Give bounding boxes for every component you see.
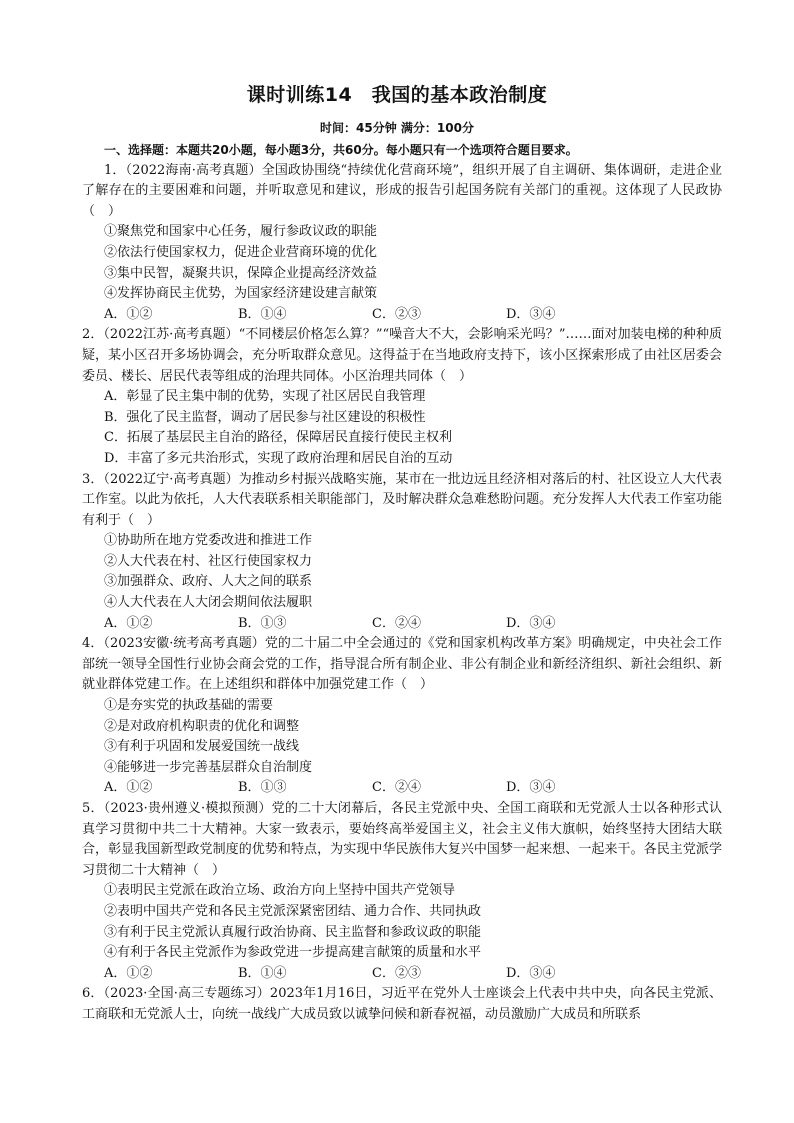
question-5-option-1: ①表明民主党派在政治立场、政治方向上坚持中国共产党领导 bbox=[104, 883, 456, 899]
question-5-option-3: ③有利于民主党派认真履行政治协商、民主监督和参政议政的职能 bbox=[104, 924, 482, 940]
exam-meta: 时间：45分钟 满分：100分 bbox=[320, 121, 474, 135]
choice-c: C．②④ bbox=[372, 780, 421, 796]
question-2-choice-a: A．彰显了民主集中制的优势，实现了社区居民自我管理 bbox=[104, 389, 426, 405]
choice-d: D．③④ bbox=[506, 780, 556, 796]
question-3-stem: 3．（2022辽宁·高考真题）为推动乡村振兴战略实施，某市在一批边远且经济相对落后的村、社区设立人大代表工作室。以此为依托，人大代表联系相关职能部门，及时解决群众急难愁盼问题。充分发挥人大代表工作室功能有利于（ ） bbox=[82, 471, 722, 528]
choice-a: A．①② bbox=[104, 615, 153, 631]
section-heading: 一、选择题：本题共20小题，每小题3分，共60分。每小题只有一个选项符合题目要求。 bbox=[104, 143, 578, 157]
choice-a: A．①② bbox=[104, 780, 153, 796]
question-4-option-1: ①是夯实党的执政基础的需要 bbox=[104, 698, 274, 714]
choice-a: A．①② bbox=[104, 965, 153, 981]
question-3-option-2: ②人大代表在村、社区行使国家权力 bbox=[104, 553, 313, 569]
question-3-option-3: ③加强群众、政府、人大之间的联系 bbox=[104, 574, 313, 590]
question-5-stem: 5．（2023·贵州遵义·模拟预测）党的二十大闭幕后，各民主党派中央、全国工商联和无党派人士以各种形式认真学习贯彻中共二十大精神。大家一致表示，要始终高举爱国主义，社会主义伟大旗帜，始终坚持大团结大联合，彰显我国新型政党制度的优势和特点，为实现中华民族伟大复兴中国梦一起来想、一起来干。各民主党派学习贯彻二十大精神（ ） bbox=[82, 801, 722, 878]
question-1-option-4: ④发挥协商民主优势，为国家经济建设建言献策 bbox=[104, 286, 378, 302]
choice-c: C．②③ bbox=[372, 965, 421, 981]
choice-c: C．②③ bbox=[372, 306, 421, 322]
question-1-option-3: ③集中民智，凝聚共识，保障企业提高经济效益 bbox=[104, 265, 378, 281]
question-1-option-1: ①聚焦党和国家中心任务，履行参政议政的职能 bbox=[104, 224, 378, 240]
question-4-choices bbox=[82, 778, 722, 799]
question-1-option-2: ②依法行使国家权力，促进企业营商环境的优化 bbox=[104, 244, 378, 260]
question-3-option-1: ①协助所在地方党委改进和推进工作 bbox=[104, 533, 313, 549]
question-3-choices bbox=[82, 614, 722, 635]
choice-b: B．①④ bbox=[238, 965, 287, 981]
choice-c: C．②④ bbox=[372, 615, 421, 631]
question-6-stem: 6．（2023·全国·高三专题练习）2023年1月16日，习近平在党外人士座谈会上代表中共中央，向各民主党派、工商联和无党派人士，向统一战线广大成员致以诚挚问候和新春祝福，动员激励广大成员和所联系 bbox=[82, 986, 722, 1022]
question-5-choices bbox=[82, 964, 722, 985]
question-5-option-4: ④有利于各民主党派作为参政党进一步提高建言献策的质量和水平 bbox=[104, 945, 482, 961]
question-2-choice-b: B．强化了民主监督，调动了居民参与社区建设的积极性 bbox=[104, 409, 426, 425]
question-2-choice-d: D．丰富了多元共治形式，实现了政府治理和居民自治的互动 bbox=[104, 450, 453, 466]
question-4-option-3: ③有利于巩固和发展爱国统一战线 bbox=[104, 739, 300, 755]
question-content bbox=[82, 140, 722, 1026]
page-title: 课时训练14 我国的基本政治制度 bbox=[246, 84, 548, 106]
choice-b: B．①④ bbox=[238, 306, 287, 322]
question-3-option-4: ④人大代表在人大闭会期间依法履职 bbox=[104, 595, 313, 611]
question-2-choice-c: C．拓展了基层民主自治的路径，保障居民直接行使民主权利 bbox=[104, 430, 452, 446]
choice-a: A．①② bbox=[104, 306, 153, 322]
question-4-option-4: ④能够进一步完善基层群众自治制度 bbox=[104, 759, 313, 775]
question-1-choices bbox=[82, 305, 722, 326]
choice-d: D．③④ bbox=[506, 965, 556, 981]
question-4-option-2: ②是对政府机构职责的优化和调整 bbox=[104, 718, 300, 734]
question-1-stem: 1．（2022海南·高考真题）全国政协围绕“持续优化营商环境”，组织开展了自主调研、集体调研，走进企业了解存在的主要困难和问题，并听取意见和建议，形成的报告引起国务院有关部门的重视。这体现了人民政协（ ） bbox=[82, 162, 722, 219]
choice-b: B．①③ bbox=[238, 780, 287, 796]
question-2-stem: 2．（2022江苏·高考真题）“不同楼层价格怎么算？”“噪音大不大，会影响采光吗？”……面对加装电梯的种种质疑，某小区召开多场协调会，充分听取群众意见。这得益于在当地政府支持下，该小区探索形成了由社区居委会委员、楼长、居民代表等组成的治理共同体。小区治理共同体（ ） bbox=[82, 327, 722, 384]
choice-d: D．③④ bbox=[506, 615, 556, 631]
question-4-stem: 4．（2023安徽·统考高考真题）党的二十届二中全会通过的《党和国家机构改革方案》明确规定，中央社会工作部统一领导全国性行业协会商会党的工作，指导混合所有制企业、非公有制企业和新经济组织、新社会组织、新就业群体党建工作。在上述组织和群体中加强党建工作（ ） bbox=[82, 636, 722, 693]
choice-d: D．③④ bbox=[506, 306, 556, 322]
question-5-option-2: ②表明中国共产党和各民主党派深紧密团结、通力合作、共同执政 bbox=[104, 903, 482, 919]
choice-b: B．①③ bbox=[238, 615, 287, 631]
